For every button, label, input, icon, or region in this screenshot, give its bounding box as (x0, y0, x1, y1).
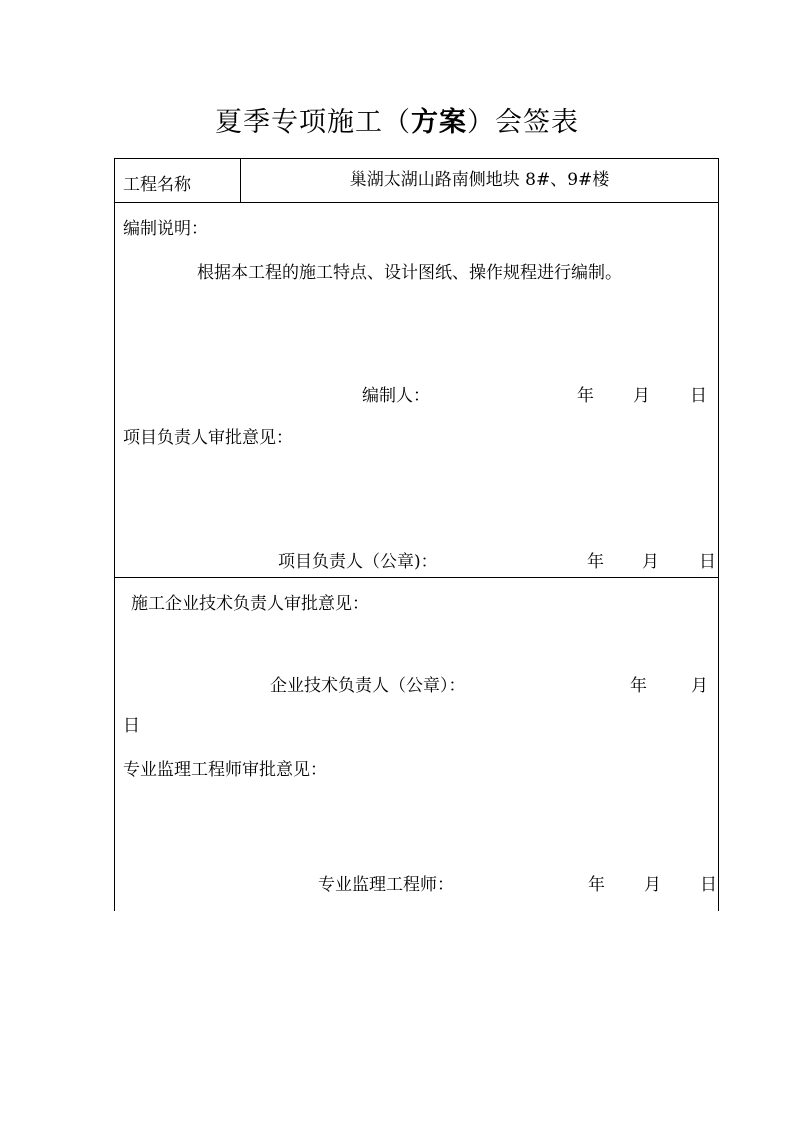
supervisor-opinion-label: 专业监理工程师审批意见： (123, 760, 327, 780)
supervisor-signature-label: 专业监理工程师： (318, 875, 454, 895)
title-part-2: ）会签表 (467, 107, 579, 138)
project-name-label: 工程名称 (123, 175, 191, 195)
compile-date-day: 日 (690, 386, 707, 406)
tech-date-year: 年 (630, 676, 647, 696)
tech-and-supervisor-section (115, 578, 718, 911)
tech-date-day: 日 (123, 716, 140, 736)
supervisor-date-month: 月 (644, 875, 661, 895)
title-bold-part: 方案 (411, 107, 467, 138)
project-manager-signature-label: 项目负责人（公章)： (278, 552, 438, 572)
manager-date-year: 年 (587, 552, 604, 572)
supervisor-date-day: 日 (700, 875, 717, 895)
project-manager-opinion-label: 项目负责人审批意见： (123, 428, 293, 448)
enterprise-tech-signature-label: 企业技术负责人（公章）： (270, 676, 466, 696)
compile-and-manager-section (115, 203, 718, 578)
tech-date-month: 月 (691, 676, 708, 696)
compile-date-year: 年 (577, 386, 594, 406)
project-name-row (115, 159, 718, 203)
project-name-value: 巢湖太湖山路南侧地块 8#、9#楼 (349, 170, 610, 190)
project-name-label-cell (115, 159, 241, 202)
supervisor-date-year: 年 (588, 875, 605, 895)
manager-date-day: 日 (699, 552, 716, 572)
compile-date-month: 月 (633, 386, 650, 406)
compile-description: 根据本工程的施工特点、设计图纸、操作规程进行编制。 (197, 263, 622, 283)
enterprise-tech-opinion-label: 施工企业技术负责人审批意见： (131, 594, 369, 614)
title-part-1: 夏季专项施工（ (215, 107, 411, 138)
manager-date-month: 月 (642, 552, 659, 572)
page-title (0, 100, 794, 139)
compile-label: 编制说明： (123, 219, 208, 239)
compiler-signature-label: 编制人： (362, 386, 430, 406)
signoff-form (114, 158, 719, 911)
